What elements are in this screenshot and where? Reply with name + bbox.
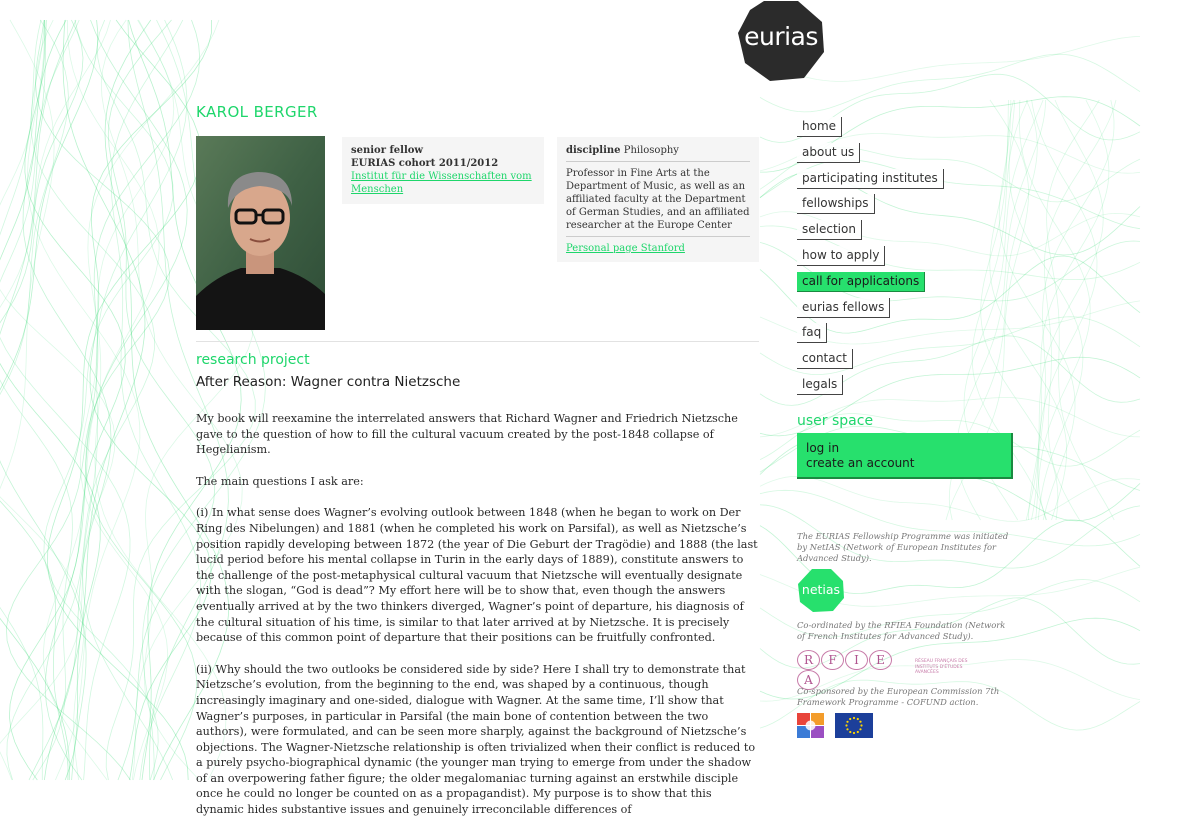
nav-legals[interactable]: legals xyxy=(797,375,843,395)
rfiea-letter: R xyxy=(797,650,820,670)
netias-logo[interactable] xyxy=(797,568,845,613)
discipline-description: Professor in Fine Arts at the Department of Music, as well as an affiliated faculty at the Department of German Studies, and an affiliated researcher at the Europe Center xyxy=(566,168,750,231)
nav-eurias-fellows[interactable]: eurias fellows xyxy=(797,298,890,318)
personal-page-link[interactable]: Personal page Stanford xyxy=(566,243,685,254)
fp7-logo xyxy=(797,713,824,738)
research-paragraph: (ii) Why should the two outlooks be considered side by side? Here I shall try to demonstrate that Nietzsche’s evolution, from the beginning to the end, was shaped by a continuous, though increasingly imaginary and one-sided, dialogue with Wagner. At the same time, I’ll show that Wagner’s purposes, in particular in Parsifal (the main bone of contention between the two authors), were formulated, and can be seen more sharply, against the background of Nietzsche’s objections. The Wagner-Nietzsche relationship is often trivialized when their conflict is reduced to a purely psycho-biographical dynamic (the younger man trying to emerge from under the shadow of an overpowering father figure; the older megalomaniac turning against an erstwhile disciple once he could no longer be counted on as a propagandist). My purpose is to show that this dynamic hides substantive issues and genuinely irreconcilable differences of xyxy=(196,662,756,817)
nav-home[interactable]: home xyxy=(797,117,842,137)
nav-fellowships[interactable]: fellowships xyxy=(797,194,875,214)
rfiea-note: Co-ordinated by the RFIEA Foundation (Network of French Institutes for Advanced Study). xyxy=(797,620,1006,641)
discipline-value: Philosophy xyxy=(623,145,679,156)
fellow-role: senior fellow xyxy=(351,145,424,156)
card-divider xyxy=(566,161,750,162)
rfiea-letter: F xyxy=(821,650,844,670)
fellow-info-card xyxy=(342,137,544,204)
discipline-label: discipline xyxy=(566,145,621,156)
discipline-card xyxy=(557,137,759,262)
user-space-heading: user space xyxy=(797,413,874,429)
research-paragraph: (i) In what sense does Wagner’s evolving outlook between 1848 (when he began to work on Der Ring des Nibelungen) and 1881 (when he completed his work on Parsifal), as well as Nietzsche’s position rapidly developing between 1872 (the year of Die Geburt der Tragödie) and 1888 (the last lucid period before his mental collapse in Turin in the early days of 1889), constitute answers to the challenge of the post-metaphysical cultural vacuum that Nietzsche will eventually designate with the slogan, “God is dead”? My effort here will be to show that, even though the answers eventually arrived at by the two thinkers diverged, Wagner’s point of departure, his diagnosis of the cultural situation of his time, is similar to that later arrived at by Nietzsche. It is precisely because of this common point of departure that their positions can be fruitfully confronted. xyxy=(196,506,758,645)
research-paragraph: My book will reexamine the interrelated answers that Richard Wagner and Friedrich Nietzsche gave to the question of how to fill the cultural vacuum created by the post-1848 collapse of Hegelianism. xyxy=(196,412,738,457)
netias-logo-text: netias xyxy=(801,582,841,597)
user-space-box xyxy=(797,433,1013,479)
research-description xyxy=(196,411,759,834)
rfiea-letter: A xyxy=(797,670,820,690)
main-navigation xyxy=(797,115,1017,399)
rfiea-letter: I xyxy=(845,650,868,670)
create-account-link[interactable]: create an account xyxy=(806,456,915,470)
nav-about-us[interactable]: about us xyxy=(797,143,860,163)
fellow-name: KAROL BERGER xyxy=(196,103,318,121)
card-divider xyxy=(566,236,750,237)
eurias-logo[interactable] xyxy=(736,0,826,82)
nav-participating-institutes[interactable]: participating institutes xyxy=(797,169,944,189)
project-title: After Reason: Wagner contra Nietzsche xyxy=(196,374,461,390)
research-paragraph: The main questions I ask are: xyxy=(196,474,364,488)
eu-flag-icon xyxy=(835,713,873,738)
research-project-heading: research project xyxy=(196,352,310,368)
netias-note: The EURIAS Fellowship Programme was initiated by NetIAS (Network of European Institutes for Advanced Study). xyxy=(797,531,1009,563)
rfiea-letter: E xyxy=(869,650,892,670)
section-divider xyxy=(196,341,759,342)
nav-how-to-apply[interactable]: how to apply xyxy=(797,246,885,266)
nav-selection[interactable]: selection xyxy=(797,220,862,240)
fellow-portrait xyxy=(196,136,325,330)
rfiea-logo-letters xyxy=(797,650,915,687)
cofund-note: Co-sponsored by the European Commission 7th Framework Programme - COFUND action. xyxy=(797,686,1000,707)
rfiea-subtitle: RÉSEAU FRANÇAIS DES INSTITUTS D'ÉTUDES AVANCÉES xyxy=(915,659,968,675)
logo-text: eurias xyxy=(744,22,818,51)
institute-link[interactable]: Institut für die Wissenschaften vom Menschen xyxy=(351,171,532,195)
nav-faq[interactable]: faq xyxy=(797,323,827,343)
login-link[interactable]: log in xyxy=(806,441,840,455)
fellow-cohort: EURIAS cohort 2011/2012 xyxy=(351,158,499,169)
nav-contact[interactable]: contact xyxy=(797,349,853,369)
rfiea-logo[interactable] xyxy=(797,648,975,687)
nav-call-for-applications[interactable]: call for applications xyxy=(797,272,925,292)
